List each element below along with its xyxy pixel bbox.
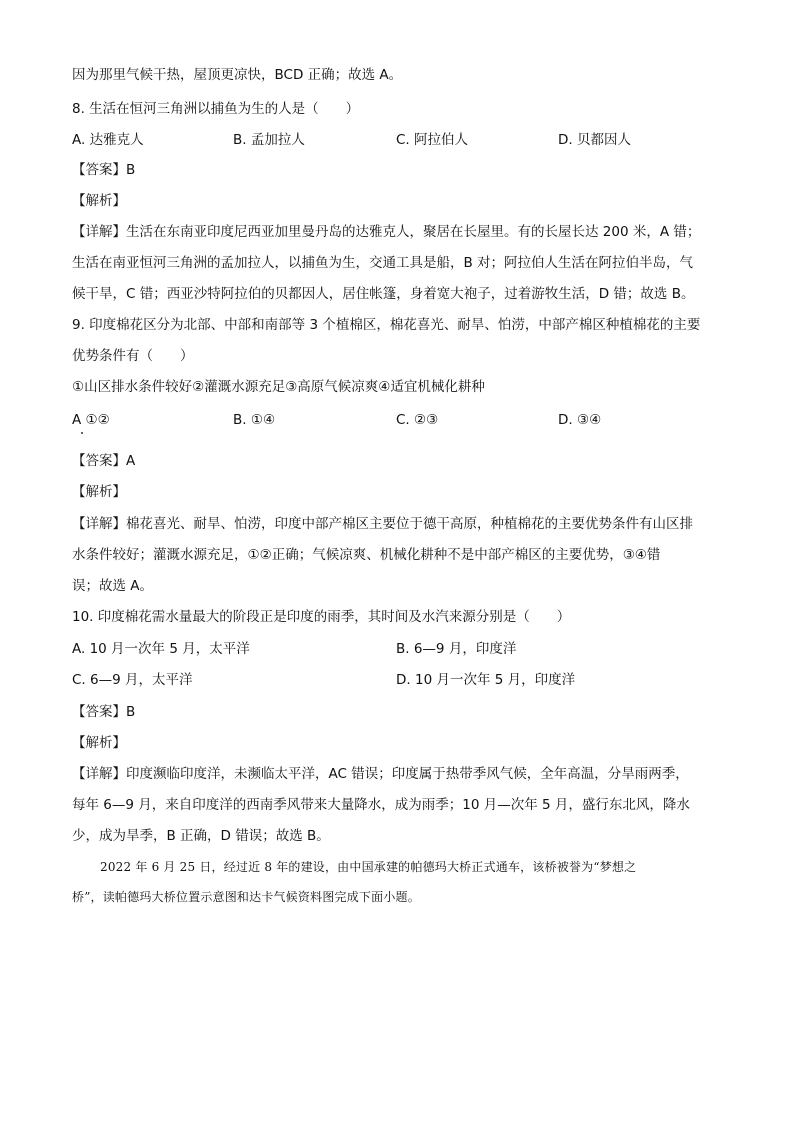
q10-option-b: B. 6—9 月，印度洋 <box>396 641 517 657</box>
question-9: 优势条件有（ ） <box>72 348 194 364</box>
q8-analysis-label: 【解析】 <box>72 193 126 209</box>
q8-answer: 【答案】B <box>72 162 136 178</box>
q8-option-d: D. 贝都因人 <box>558 132 631 148</box>
question-8: 8. 生活在恒河三角洲以捕鱼为生的人是（ ） <box>72 101 360 117</box>
stray-dot <box>81 432 83 434</box>
question-10: 10. 印度棉花需水量最大的阶段正是印度的雨季，其时间及水汽来源分别是（ ） <box>72 609 571 625</box>
q9-option-a: A ①② <box>72 412 110 428</box>
q9-answer: 【答案】A <box>72 453 136 469</box>
text-line: 因为那里气候干热，屋顶更凉快，BCD 正确；故选 A。 <box>72 67 403 83</box>
q8-detail-line: 生活在南亚恒河三角洲的孟加拉人，以捕鱼为生，交通工具是船，B 对；阿拉伯人生活在阿拉伯半岛，气 <box>72 255 694 271</box>
q10-detail-line: 每年 6—9 月，来自印度洋的西南季风带来大量降水，成为雨季；10 月—次年 5 月，盛行东北风，降水 <box>72 797 690 813</box>
q10-option-c: C. 6—9 月，太平洋 <box>72 672 193 688</box>
question-9: 9. 印度棉花区分为北部、中部和南部等 3 个植棉区，棉花喜光、耐旱、怕涝，中部产棉区种植棉花的主要 <box>72 317 701 333</box>
q10-detail-line: 【详解】印度濒临印度洋，未濒临太平洋，AC 错误；印度属于热带季风气候，全年高温，分旱雨两季， <box>72 766 689 782</box>
q10-analysis-label: 【解析】 <box>72 735 126 751</box>
q9-option-c: C. ②③ <box>396 412 439 428</box>
q9-statements: ①山区排水条件较好②灌溉水源充足③高原气候凉爽④适宜机械化耕种 <box>72 379 485 395</box>
q10-detail-line: 少，成为旱季，B 正确，D 错误；故选 B。 <box>72 828 330 844</box>
passage-line: 2022 年 6 月 25 日，经过近 8 年的建设，由中国承建的帕德玛大桥正式通车，该桥被誉为“梦想之 <box>100 860 637 874</box>
q10-answer: 【答案】B <box>72 704 136 720</box>
q9-detail-line: 【详解】棉花喜光、耐旱、怕涝，印度中部产棉区主要位于德干高原，种植棉花的主要优势条件有山区排 <box>72 516 693 532</box>
q8-option-b: B. 孟加拉人 <box>233 132 305 148</box>
passage-line: 桥”，读帕德玛大桥位置示意图和达卡气候资料图完成下面小题。 <box>72 890 420 904</box>
q9-detail-line: 误；故选 A。 <box>72 578 154 594</box>
q8-detail-line: 候干旱，C 错；西亚沙特阿拉伯的贝都因人，居住帐篷，身着宽大袍子，过着游牧生活，D 错；故选 B。 <box>72 286 695 302</box>
q10-option-d: D. 10 月一次年 5 月，印度洋 <box>396 672 576 688</box>
q10-option-a: A. 10 月一次年 5 月，太平洋 <box>72 641 250 657</box>
q9-option-d: D. ③④ <box>558 412 602 428</box>
q8-option-a: A. 达雅克人 <box>72 132 144 148</box>
q9-option-b: B. ①④ <box>233 412 276 428</box>
q9-analysis-label: 【解析】 <box>72 484 126 500</box>
q9-detail-line: 水条件较好；灌溉水源充足，①②正确；气候凉爽、机械化耕种不是中部产棉区的主要优势，③④错 <box>72 547 661 563</box>
q8-option-c: C. 阿拉伯人 <box>396 132 469 148</box>
q8-detail-line: 【详解】生活在东南亚印度尼西亚加里曼丹岛的达雅克人，聚居在长屋里。有的长屋长达 200 米，A 错； <box>72 224 701 240</box>
